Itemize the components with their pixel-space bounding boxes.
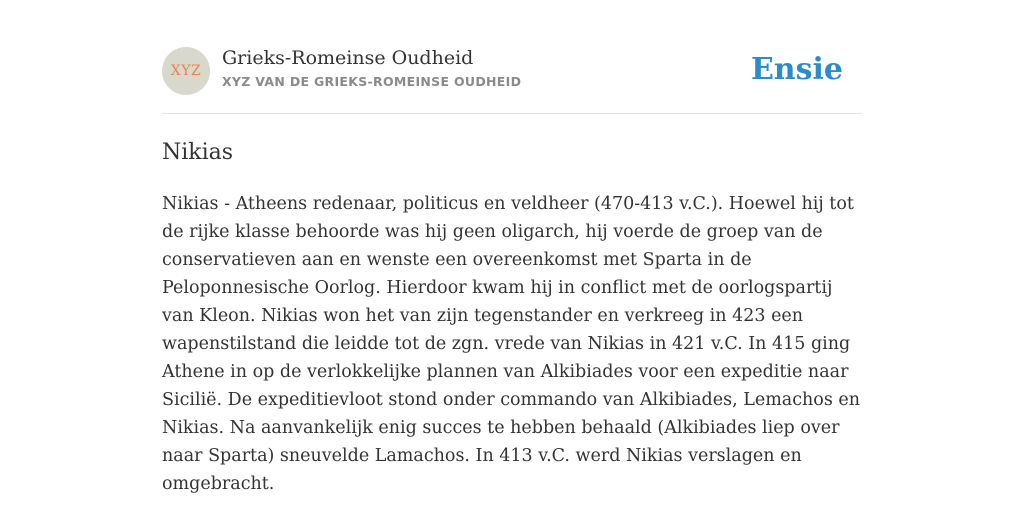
header-titles: [222, 46, 521, 89]
brand-logo[interactable]: Ensie: [750, 52, 843, 87]
header: [162, 46, 862, 96]
site-title[interactable]: Grieks-Romeinse Oudheid: [222, 47, 474, 69]
avatar[interactable]: [162, 47, 210, 95]
site-subtitle: XYZ VAN DE GRIEKS-ROMEINSE OUDHEID: [222, 74, 522, 89]
article-title: Nikias: [162, 140, 234, 165]
header-divider: [162, 113, 862, 114]
article-body: Nikias - Atheens redenaar, politicus en veldheer (470-413 v.C.). Hoewel hij tot de rijke klasse behoorde was hij geen oligarch, hij voerde de groep van de conservatieven aan en wenste een overeenkomst met Sparta in de Peloponnesische Oorlog. Hierdoor kwam hij in conflict met de oorlogspartij van Kleon. Nikias won het van zijn tegenstander en verkreeg in 423 een wapenstilstand die leidde tot de zgn. vrede van Nikias in 421 v.C. In 415 ging Athene in op de verlokkelijke plannen van Alkibiades voor een expeditie naar Sicilië. De expeditievloot stond onder commando van Alkibiades, Lemachos en Nikias. Na aanvankelijk enig succes te hebben behaald (Alkibiades liep over naar Sparta) sneuvelde Lamachos. In 413 v.C. werd Nikias verslagen en omgebracht.: [162, 194, 861, 494]
avatar-text: XYZ: [170, 63, 202, 79]
